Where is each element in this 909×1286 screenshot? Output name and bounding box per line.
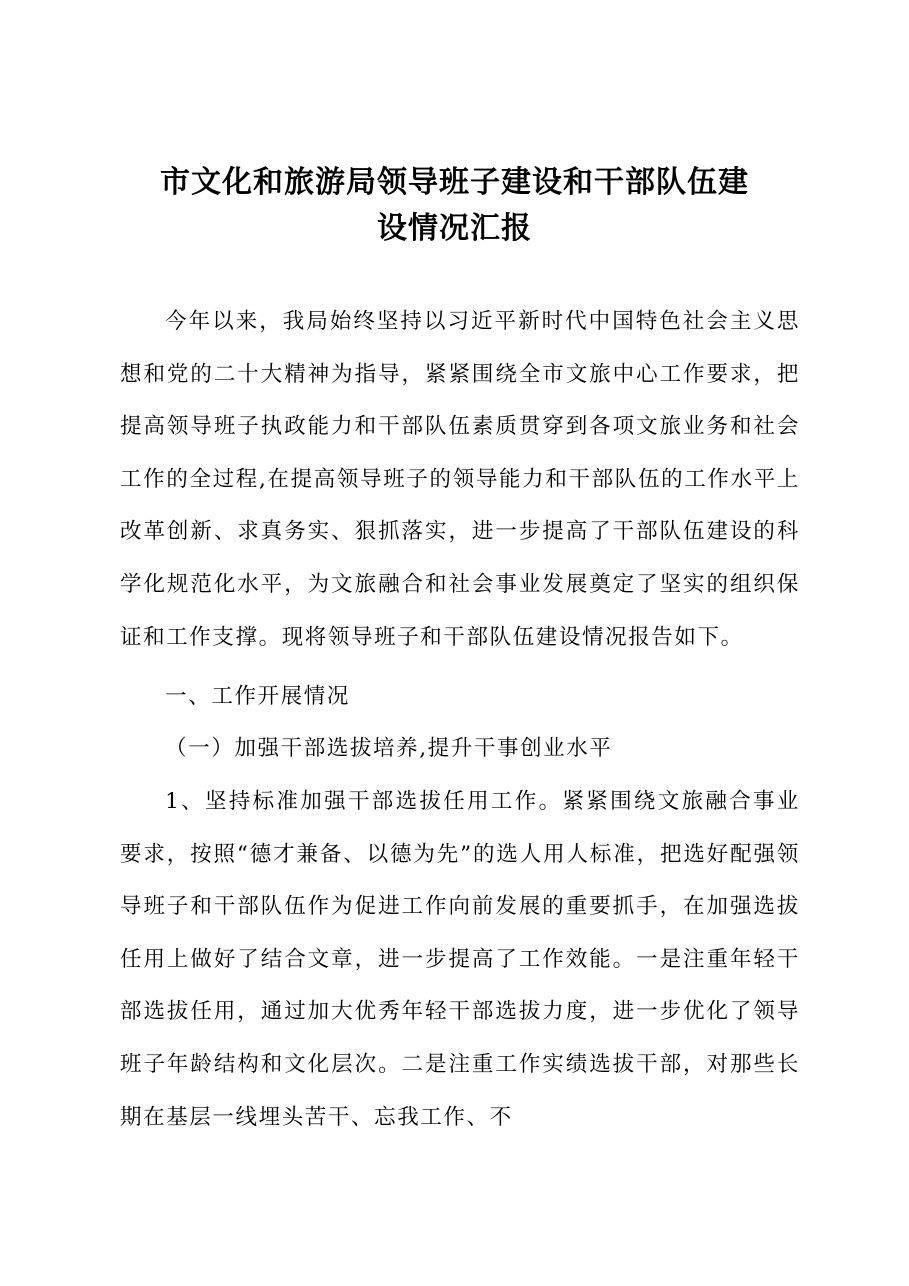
item-paragraph: 1、坚持标准加强干部选拔任用工作。紧紧围绕文旅融合事业要求，按照“德才兼备、以德为先”的选人用人标准，把选好配强领导班子和干部队伍作为促进工作向前发展的重要抓手，在加强选拔任用上做好了结合文章，进一步提高了工作效能。一是注重年轻干部选拔任用，通过加大优秀年轻干部选拔力度，进一步优化了领导班子年龄结构和文化层次。二是注重工作实绩选拔干部，对那些长期在基层一线埋头苦干、忘我工作、不 xyxy=(120,789,800,1130)
document-title-line-1: 市文化和旅游局领导班子建设和干部队伍建 xyxy=(160,165,749,200)
section-heading: 一、工作开展情况 xyxy=(165,684,350,709)
document-title-line-2: 设情况汇报 xyxy=(377,211,532,246)
intro-paragraph: 今年以来，我局始终坚持以习近平新时代中国特色社会主义思想和党的二十大精神为指导，紧紧围绕全市文旅中心工作要求，把提高领导班子执政能力和干部队伍素质贯穿到各项文旅业务和社会工作的全过程,在提高领导班子的领导能力和干部队伍的工作水平上改革创新、求真务实、狠抓落实，进一步提高了干部队伍建设的科学化规范化水平，为文旅融合和社会事业发展奠定了坚实的组织保证和工作支撑。现将领导班子和干部队伍建设情况报告如下。 xyxy=(120,309,800,650)
subsection-heading: （一）加强干部选拔培养,提升干事创业水平 xyxy=(165,736,613,761)
